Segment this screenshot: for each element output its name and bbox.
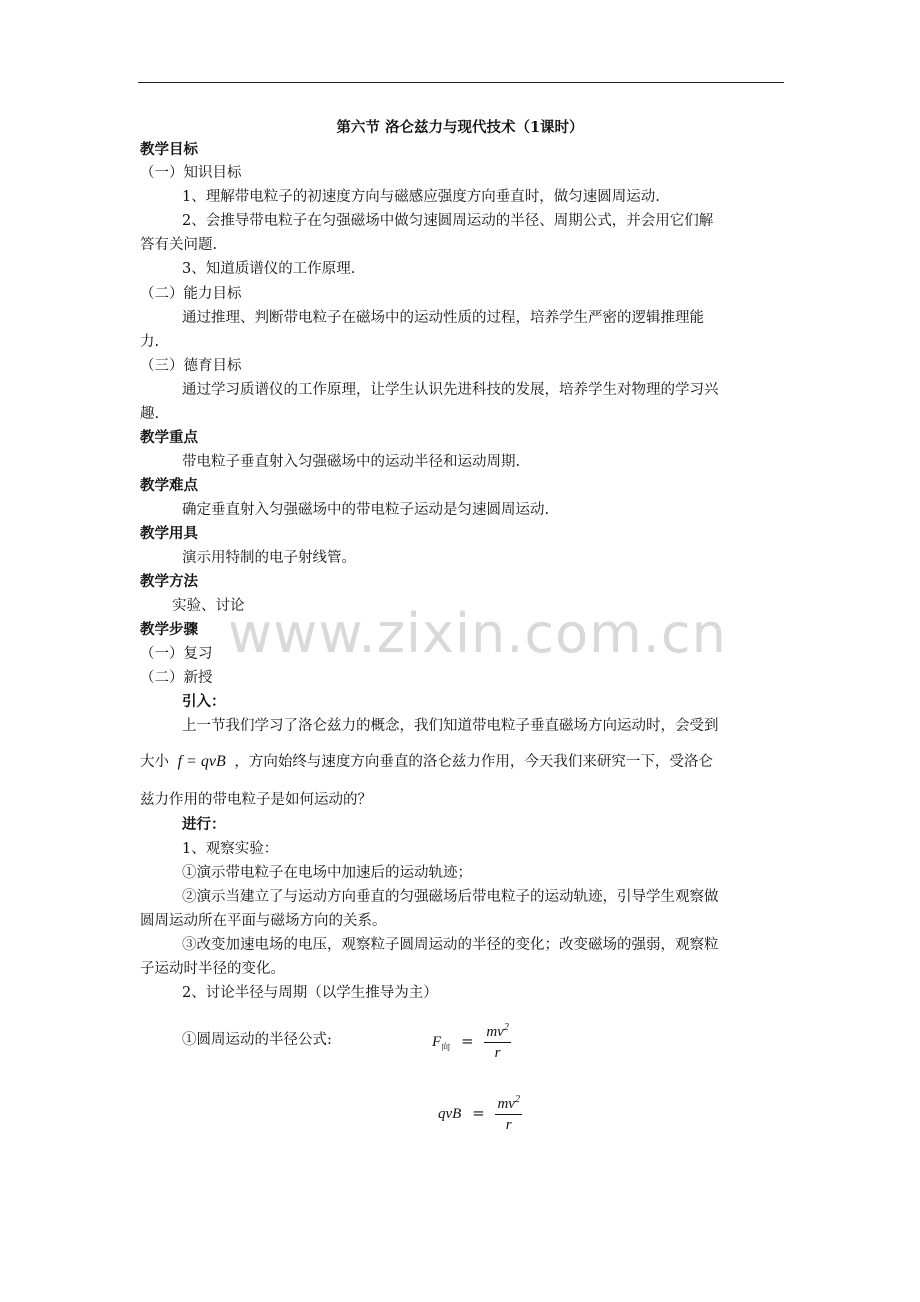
text-line-diff: 确定垂直射入匀强磁场中的带电粒子运动是匀速圆周运动.: [182, 502, 550, 518]
text-line-h-key: 教学重点: [140, 429, 198, 446]
formula2-exp: 2: [514, 1094, 520, 1105]
text-line-g1: （一）知识目标: [140, 165, 242, 181]
intro-before: 大小: [140, 754, 169, 770]
formula1-exp: 2: [503, 1022, 509, 1033]
formula1-den: r: [494, 1045, 501, 1061]
watermark: www.zixin.com.cn: [228, 602, 727, 665]
text-line-g2-b: 力.: [140, 334, 160, 350]
text-line-intro-c: 兹力作用的带电粒子是如何运动的？: [140, 792, 372, 808]
text-line-p1-2b: 圆周运动所在平面与磁场方向的关系。: [140, 913, 387, 929]
formula2-lhs: qvB: [438, 1106, 462, 1122]
text-line-h-tools: 教学用具: [140, 525, 198, 542]
text-line-g1-1: 1、理解带电粒子的初速度方向与磁感应强度方向垂直时，做匀速圆周运动.: [182, 189, 660, 205]
text-line-tools: 演示用特制的电子射线管。: [182, 550, 356, 566]
text-line-key: 带电粒子垂直射入匀强磁场中的运动半径和运动周期.: [182, 454, 521, 470]
formula1-sub: 向: [441, 1043, 451, 1053]
formula1-lhs: F: [432, 1034, 442, 1050]
formula2-den: r: [505, 1117, 512, 1133]
intro-after: ，方向始终与速度方向垂直的洛仑兹力作用，今天我们来研究一下，受洛仑: [234, 754, 713, 770]
text-line-g2-a: 通过推理、判断带电粒子在磁场中的运动性质的过程，培养学生严密的逻辑推理能: [182, 310, 704, 326]
text-line-method: 实验、讨论: [172, 598, 245, 614]
lorentz-formula: f = qvB: [177, 753, 226, 770]
text-line-g1-2b: 答有关问题.: [140, 237, 218, 253]
text-line-g3-a: 通过学习质谱仪的工作原理，让学生认识先进科技的发展，培养学生对物理的学习兴: [182, 382, 719, 398]
text-line-g1-3: 3、知道质谱仪的工作原理.: [182, 261, 356, 277]
page-title: 第六节 洛仑兹力与现代技术（1课时）: [336, 119, 584, 136]
text-line-g3-b: 趣.: [140, 406, 160, 422]
formula-centripetal: [432, 1022, 511, 1062]
text-line-p1-3b: 子运动时半径的变化。: [140, 961, 285, 977]
formula-lorentz-centripetal: [438, 1094, 522, 1134]
text-line-g3: （三）德育目标: [140, 358, 242, 374]
text-line-s1: （一）复习: [140, 646, 213, 662]
text-line-h-method: 教学方法: [140, 573, 198, 590]
formula1-num: mv: [486, 1024, 504, 1040]
text-line-p1-1: ①演示带电粒子在电场中加速后的运动轨迹；: [182, 865, 472, 881]
text-line-proc: 进行：: [182, 816, 226, 833]
text-line-p1-3a: ③改变加速电场的电压，观察粒子圆周运动的半径的变化；改变磁场的强弱，观察粒: [182, 937, 719, 953]
text-line-intro-a: 上一节我们学习了洛仑兹力的概念，我们知道带电粒子垂直磁场方向运动时，会受到: [182, 718, 719, 734]
formula1-eq: =: [460, 1032, 474, 1050]
text-line-g1-2a: 2、会推导带电粒子在匀强磁场中做匀速圆周运动的半径、周期公式，并会用它们解: [182, 213, 714, 229]
formula2-num: mv: [497, 1096, 515, 1112]
text-line-p2: 2、讨论半径与周期（以学生推导为主）: [182, 985, 438, 1001]
text-line-p1-2a: ②演示当建立了与运动方向垂直的匀强磁场后带电粒子的运动轨迹，引导学生观察做: [182, 889, 719, 905]
text-line-s2: （二）新授: [140, 670, 213, 686]
formula2-eq: =: [472, 1104, 485, 1122]
header-rule: [138, 82, 784, 83]
text-line-h-steps: 教学步骤: [140, 621, 198, 638]
text-line-intro: 引入：: [182, 693, 226, 710]
text-line-p2-1: ①圆周运动的半径公式:: [182, 1032, 332, 1048]
text-line-g2: （二）能力目标: [140, 286, 242, 302]
text-line-h-goals: 教学目标: [140, 141, 198, 158]
text-line-p1: 1、观察实验：: [182, 841, 279, 857]
formula2-fraction: [495, 1094, 522, 1134]
intro-formula-line: [140, 752, 713, 772]
formula1-fraction: [484, 1022, 511, 1062]
text-line-h-diff: 教学难点: [140, 477, 198, 494]
